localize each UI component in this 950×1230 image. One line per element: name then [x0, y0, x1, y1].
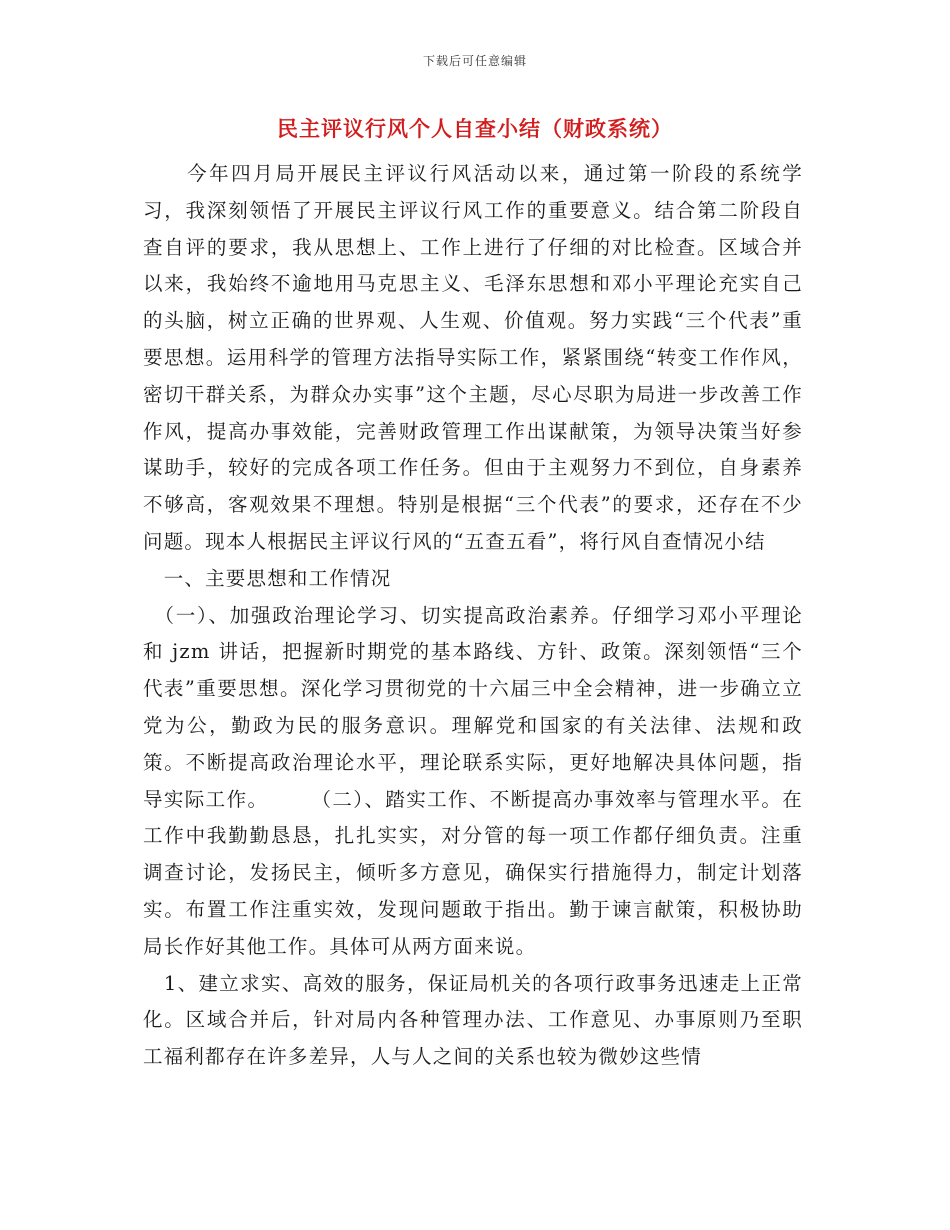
- paragraph-intro: 今年四月局开展民主评议行风活动以来，通过第一阶段的系统学习，我深刻领悟了开展民主评议行风工作的重要意义。结合第二阶段自查自评的要求，我从思想上、工作上进行了仔细的对比检查。区域合并以来，我始终不逾地用马克思主义、毛泽东思想和邓小平理论充实自己的头脑，树立正确的世界观、人生观、价值观。努力实践“三个代表”重要思想。运用科学的管理方法指导实际工作，紧紧围绕“转变工作作风，密切干群关系，为群众办实事”这个主题，尽心尽职为局进一步改善工作作风，提高办事效能，完善财政管理工作出谋献策，为领导决策当好参谋助手，较好的完成各项工作任务。但由于主观努力不到位，自身素养不够高，客观效果不理想。特别是根据“三个代表”的要求，还存在不少问题。现本人根据民主评议行风的“五查五看”，将行风自查情况小结: [143, 162, 803, 553]
- section-heading-1: 一、主要思想和工作情况: [143, 566, 392, 590]
- paragraph-item-1: 1、建立求实、高效的服务，保证局机关的各项行政事务迅速走上正常化。区域合并后，针对局内各种管理办法、工作意见、办事原则乃至职工福利都存在许多差异，人与人之间的关系也较为微妙这些情: [143, 971, 803, 1069]
- header-note: 下载后可任意编辑: [422, 54, 527, 68]
- paragraph-section-1-1: （一）、加强政治理论学习、切实提高政治素养。仔细学习邓小平理论和 jzm 讲话，把握新时期党的基本路线、方针、政策。深刻领悟“三个代表”重要思想。深化学习贯彻党的十六届三中全会精神，进一步确立立党为公，勤政为民的服务意识。理解党和国家的有关法律、法规和政策。不断提高政治理论水平，理论联系实际，更好地解决具体问题，指导实际工作。 （二）、踏实工作、不断提高办事效率与管理水平。在工作中我勤勤恳恳，扎扎实实，对分管的每一项工作都仔细负责。注重调查讨论，发扬民主，倾听多方意见，确保实行措施得力，制定计划落实。布置工作注重实效，发现问题敢于指出。勤于谏言献策，积极协助局长作好其他工作。具体可从两方面来说。: [143, 603, 803, 958]
- document-title: 民主评议行风个人自查小结（财政系统）: [277, 116, 673, 141]
- document-body: [143, 156, 803, 1076]
